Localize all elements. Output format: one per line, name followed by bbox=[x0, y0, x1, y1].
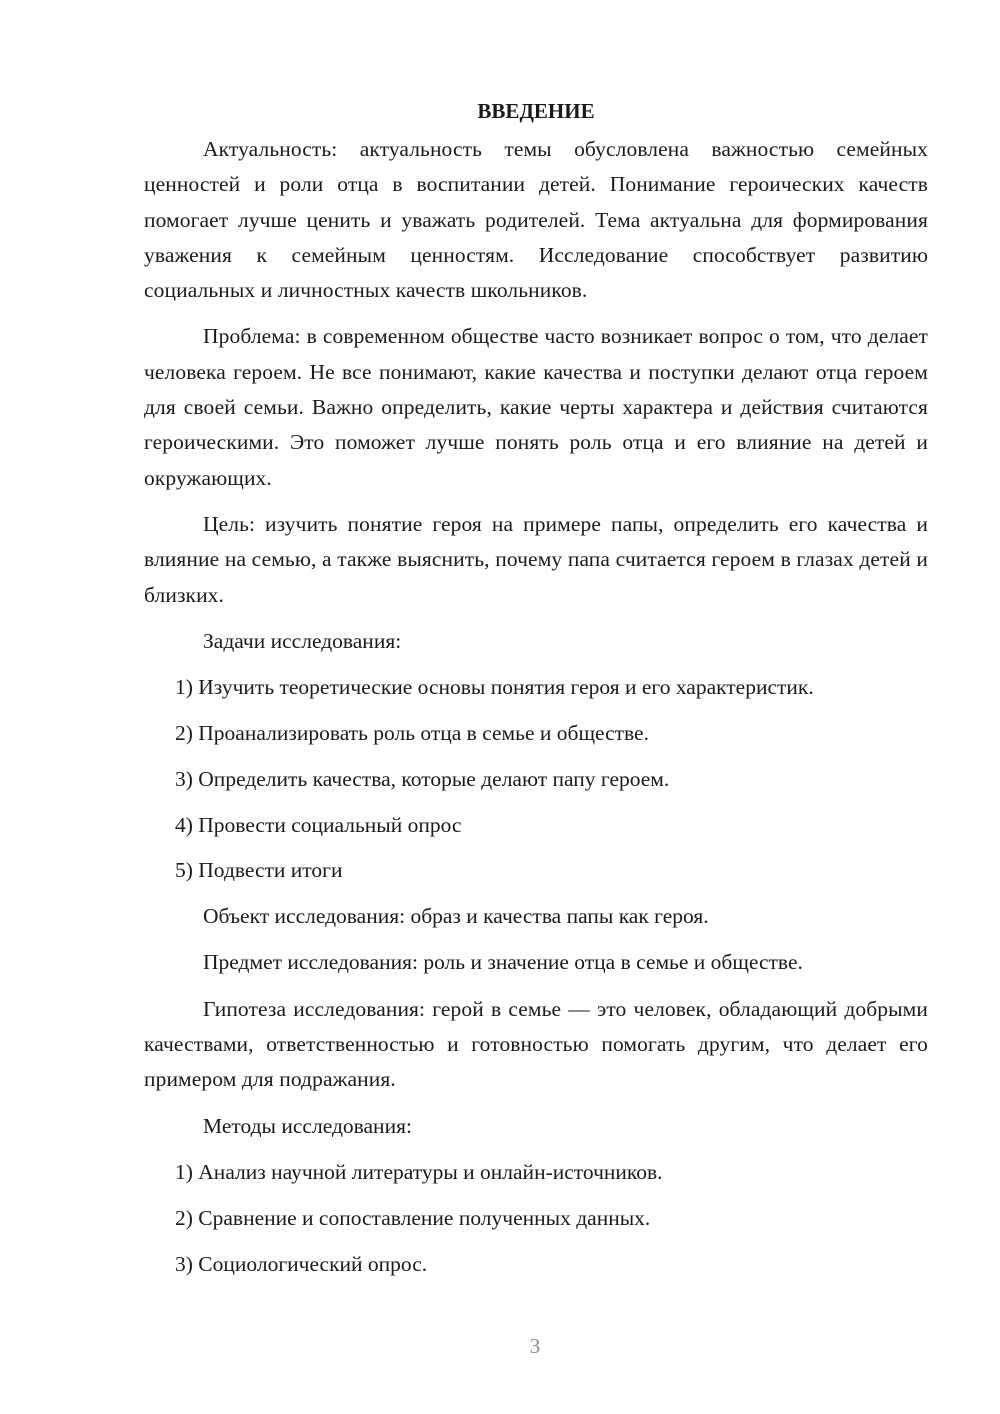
list-item: 2) Проанализировать роль отца в семье и обществе. bbox=[175, 720, 649, 745]
goal-paragraph: Цель: изучить понятие героя на примере папы, определить его качества и влияние на семью, а также выяснить, почему папа считается героем в глазах детей и близких. bbox=[144, 511, 928, 607]
list-item: 3) Определить качества, которые делают папу героем. bbox=[175, 766, 670, 791]
tasks-list bbox=[144, 670, 928, 888]
subject-line: Предмет исследования: роль и значение отца в семье и обществе. bbox=[203, 950, 803, 975]
list-item: 5) Подвести итоги bbox=[175, 858, 343, 883]
hypothesis-paragraph: Гипотеза исследования: герой в семье — это человек, обладающий добрыми качествами, ответственностью и готовностью помогать другим, что делает его примером для подражания. bbox=[144, 996, 928, 1092]
section-title: ВВЕДЕНИЕ bbox=[477, 99, 595, 123]
methods-heading: Методы исследования: bbox=[203, 1113, 412, 1138]
tasks-heading: Задачи исследования: bbox=[203, 628, 402, 653]
list-item: 2) Сравнение и сопоставление полученных данных. bbox=[175, 1205, 651, 1230]
document-page bbox=[144, 96, 928, 1292]
problem-paragraph: Проблема: в современном обществе часто возникает вопрос о том, что делает человека героем. Не все понимают, какие качества и поступки делают отца героем для своей семьи. Важно определить, какие черты характера и действия считаются героическими. Это поможет лучше понять роль отца и его влияние на детей и окружающих. bbox=[144, 324, 928, 490]
list-item: 3) Социологический опрос. bbox=[175, 1251, 428, 1276]
object-line: Объект исследования: образ и качества папы как героя. bbox=[203, 904, 709, 929]
list-item: 1) Изучить теоретические основы понятия героя и его характеристик. bbox=[175, 675, 814, 700]
list-item: 1) Анализ научной литературы и онлайн-источников. bbox=[175, 1159, 663, 1184]
relevance-paragraph: Актуальность: актуальность темы обусловлена важностью семейных ценностей и роли отца в воспитании детей. Понимание героических качеств помогает лучше ценить и уважать родителей. Тема актуальна для формирования уважения к семейным ценностям. Исследование способствует развитию социальных и личностных качеств школьников. bbox=[144, 137, 928, 303]
methods-list bbox=[144, 1155, 928, 1282]
page-number: 3 bbox=[529, 1334, 541, 1358]
list-item: 4) Провести социальный опрос bbox=[175, 812, 462, 837]
